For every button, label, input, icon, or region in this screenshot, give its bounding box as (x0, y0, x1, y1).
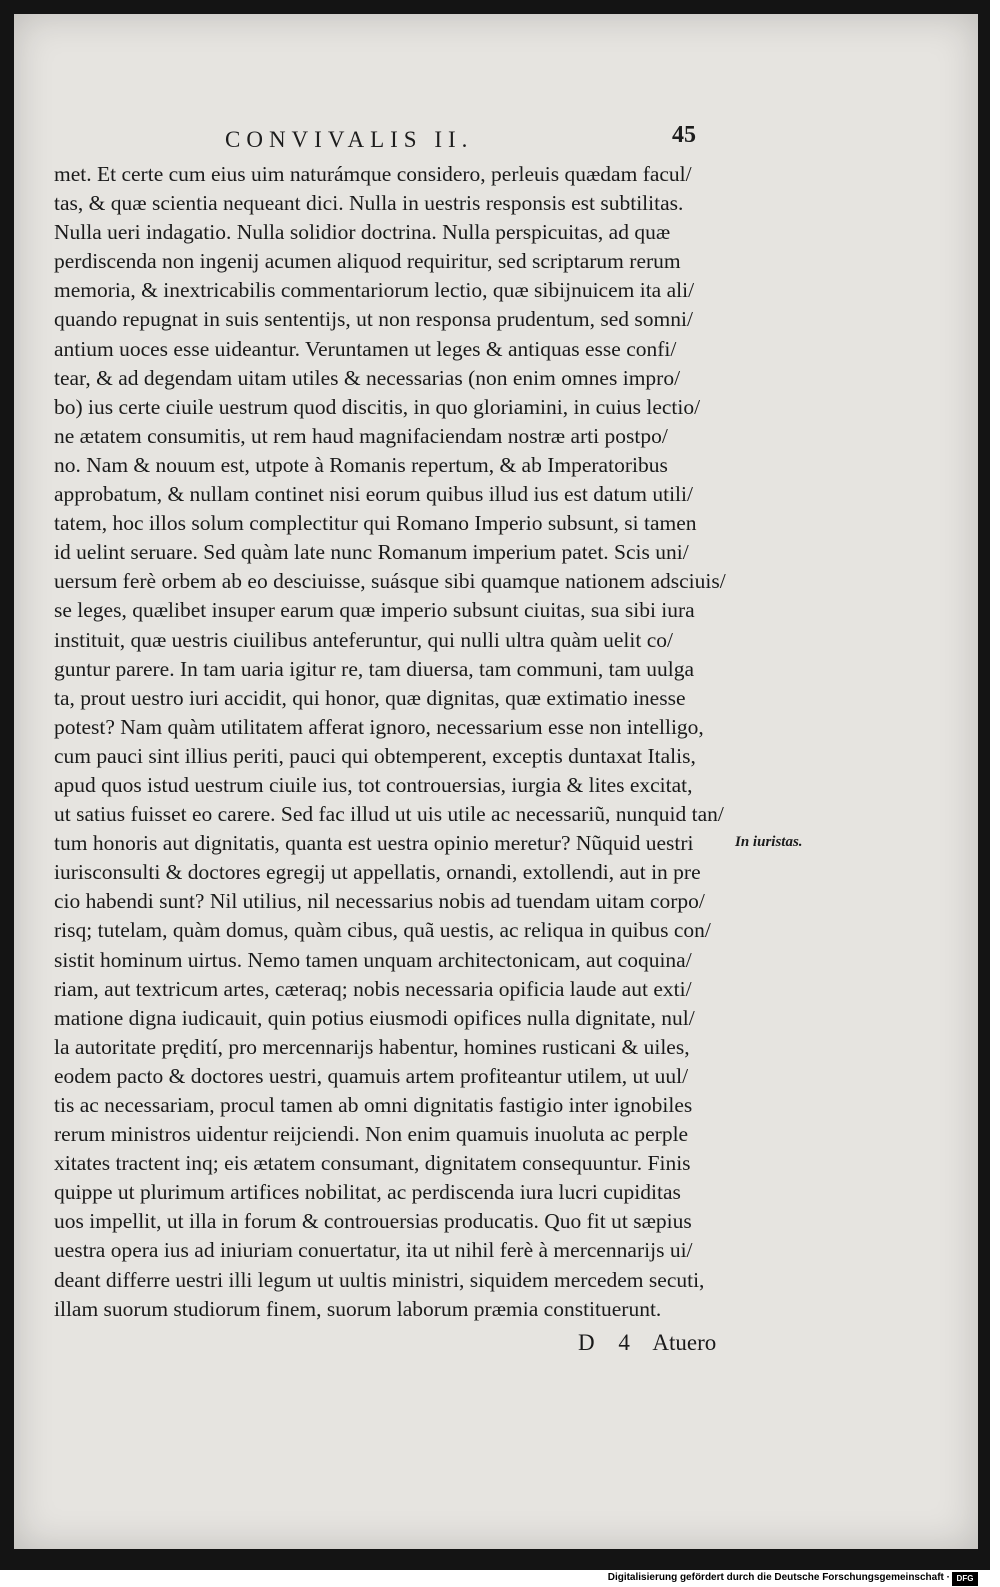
text-line: tis ac necessariam, procul tamen ab omni dignitatis fastigio inter ignobiles (54, 1093, 693, 1117)
margin-note: In iuristas. (735, 834, 803, 850)
text-line: se leges, quælibet insuper earum quæ imperio subsunt ciuitas, sua sibi iura (54, 598, 695, 623)
digitization-credit: Digitalisierung gefördert durch die Deutsche Forschungsgemeinschaft · (607, 1572, 950, 1583)
text-line: guntur parere. In tam uaria igitur re, tam diuersa, tam communi, tam uulga (54, 656, 695, 681)
catchline (578, 1330, 734, 1356)
text-line: quippe ut plurimum artifices nobilitat, ac perdiscenda iura lucri cupiditas (54, 1180, 681, 1205)
text-line: potest? Nam quàm utilitatem afferat ignoro, necessarium esse non intelligo, (54, 714, 704, 739)
text-line: rerum ministros uidentur reijciendi. Non enim quamuis inuoluta ac perple (54, 1122, 689, 1147)
text-line: antium uoces esse uideantur. Veruntamen ut leges & antiquas esse confi/ (54, 336, 677, 361)
text-line: tear, & ad degendam uitam utiles & necessarias (non enim omnes impro/ (54, 365, 681, 390)
text-line: tatem, hoc illos solum complectitur qui Romano Imperio subsunt, si tamen (54, 511, 697, 536)
text-line: ut satius fuisset eo carere. Sed fac illud ut uis utile ac necessariũ, nunquid tan/ (54, 802, 724, 827)
text-line: Nulla ueri indagatio. Nulla solidior doctrina. Nulla perspicuitas, ad quæ (54, 220, 671, 245)
text-line: met. Et certe cum eius uim naturámque considero, perleuis quædam facul/ (54, 162, 692, 186)
text-line: tas, & quæ scientia nequeant dici. Nulla in uestris responsis est subtilitas. (54, 191, 684, 216)
text-line: matione digna iudicauit, quin potius eiusmodi opifices nulla dignitate, nul/ (54, 1005, 695, 1030)
text-line: riam, aut textricum artes, cæteraq; nobis necessaria opificia laude aut exti/ (54, 976, 692, 1001)
text-line: no. Nam & nouum est, utpote à Romanis repertum, & ab Imperatoribus (54, 452, 668, 477)
dfg-logo: DFG (952, 1572, 978, 1586)
text-line: sistit hominum uirtus. Nemo tamen unquam architectonicam, aut coquina/ (54, 947, 692, 972)
text-line: risq; tutelam, quàm domus, quàm cibus, quã uestis, ac reliqua in quibus con/ (54, 918, 711, 943)
signature-number: 4 (618, 1330, 630, 1355)
text-line: ta, prout uestro iuri accidit, qui honor, quæ dignitas, quæ extimatio inesse (54, 685, 686, 710)
text-line: illam suorum studiorum finem, suorum laborum præmia constituerunt. (54, 1296, 662, 1321)
text-line: uos impellit, ut illa in forum & controuersias producatis. Quo fit ut sæpius (54, 1209, 692, 1234)
page-number: 45 (672, 122, 696, 148)
text-line: cum pauci sint illius periti, pauci qui obtemperent, exceptis duntaxat Italis, (54, 743, 696, 768)
text-line: iurisconsulti & doctores egregij ut appellatis, ornandi, extollendi, aut in pre (54, 860, 701, 885)
text-line: bo) ius certe ciuile uestrum quod discitis, in quo gloriamini, in cuius lectio/ (54, 394, 701, 419)
text-line: ne ætatem consumitis, ut rem haud magnifaciendam nostræ arti postpo/ (54, 423, 668, 448)
text-line: eodem pacto & doctores uestri, quamuis artem profiteantur utilem, ut uul/ (54, 1063, 689, 1088)
text-line: instituit, quæ uestris ciuilibus anteferuntur, qui nulli ultra quàm uelit co/ (54, 627, 673, 652)
text-line: id uelint seruare. Sed quàm late nunc Romanum imperium patet. Scis uni/ (54, 540, 689, 565)
text-line: quando repugnat in suis sententijs, ut non responsa prudentum, sed somni/ (54, 307, 693, 332)
text-line: uestra opera ius ad iniuriam conuertatur, ita ut nihil ferè à mercennarijs ui/ (54, 1238, 693, 1263)
catchword: Atuero (652, 1330, 717, 1355)
body-text (54, 160, 734, 1324)
text-line: apud quos istud uestrum ciuile ius, tot controuersias, iurgia & lites excitat, (54, 772, 693, 797)
running-title: CONVIVALIS II. (225, 127, 474, 152)
text-line: perdiscenda non ingenij acumen aliquod requiritur, sed scriptarum rerum (54, 249, 681, 274)
text-line: memoria, & inextricabilis commentariorum lectio, quæ sibijnuicem ita ali/ (54, 278, 695, 303)
text-line: cio habendi sunt? Nil utilius, nil necessarius nobis ad tuendam uitam corpo/ (54, 889, 705, 914)
text-line: xitates tractent inq; eis ætatem consumant, dignitatem consequuntur. Finis (54, 1151, 691, 1176)
signature-mark: D (578, 1330, 595, 1355)
text-line: la autoritate prędití, pro mercennarijs habentur, homines rusticani & uiles, (54, 1034, 690, 1059)
text-line: deant differre uestri illi legum ut uultis ministri, siquidem mercedem secuti, (54, 1267, 705, 1292)
text-line: approbatum, & nullam continet nisi eorum quibus illud ius est datum utili/ (54, 482, 693, 507)
text-line: uersum ferè orbem ab eo desciuisse, suásque sibi quamque nationem adsciuis/ (54, 569, 726, 594)
text-line: tum honoris aut dignitatis, quanta est uestra opinio meretur? Nũquid uestri (54, 831, 694, 856)
